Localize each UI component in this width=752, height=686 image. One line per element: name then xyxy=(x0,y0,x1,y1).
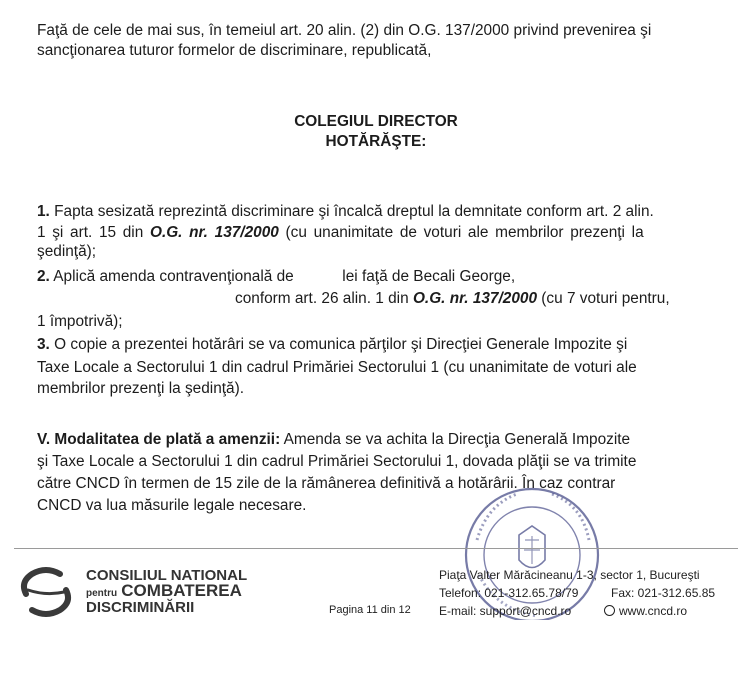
item-3-line-3: membrilor prezenţi la şedinţă). xyxy=(37,380,244,397)
item-2-law-ref: O.G. nr. 137/2000 xyxy=(412,290,538,307)
item-1-text-2c: (cu unanimitate de voturi ale membrilor prezenţi la xyxy=(285,224,644,241)
item-1-line-3: şedinţă); xyxy=(37,243,97,260)
org-name-pentru: pentru xyxy=(86,588,118,599)
item-2-text-1b: lei faţă de Becali George, xyxy=(342,268,516,285)
org-name-combaterea: COMBATEREA xyxy=(121,581,242,600)
section-5-label: V. Modalitatea de plată a amenzii: xyxy=(37,431,281,448)
heading-title: COLEGIUL DIRECTOR xyxy=(294,113,458,130)
footer-web xyxy=(604,604,687,618)
heading-subtitle: HOTĂRĂŞTE: xyxy=(325,133,427,150)
item-3-text-1: O copie a prezentei hotărâri se va comunica părţilor şi Direcţiei Generale Impozite şi xyxy=(54,336,628,353)
cncd-logo-icon xyxy=(16,566,76,618)
globe-icon xyxy=(604,605,615,616)
item-2-line-1 xyxy=(37,268,515,286)
section-5-line-4: CNCD va lua măsurile legale necesare. xyxy=(37,497,307,514)
item-1-law-ref: O.G. nr. 137/2000 xyxy=(149,224,279,241)
section-5-line-1 xyxy=(37,431,630,449)
section-5-line-3: către CNCD în termen de 15 zile de la rămânerea definitivă a hotărârii. În caz contrar xyxy=(37,475,616,492)
footer-telefon: Telefon: 021-312.65.78/79 xyxy=(439,586,579,600)
org-name-line-1: CONSILIUL NATIONAL xyxy=(86,567,248,584)
org-name-line-3: DISCRIMINĂRII xyxy=(86,599,195,616)
footer-email: E-mail: support@cncd.ro xyxy=(439,604,572,618)
item-3-line-1 xyxy=(37,336,627,354)
item-2-number: 2. xyxy=(37,268,50,285)
page-number: Pagina 11 din 12 xyxy=(329,604,411,616)
footer-web-text: www.cncd.ro xyxy=(619,604,688,618)
item-1-text-1: Fapta sesizată reprezintă discriminare şi încalcă dreptul la demnitate conform art. 2 alin. xyxy=(54,203,654,220)
item-3-line-2: Taxe Locale a Sectorului 1 din cadrul Primăriei Sectorului 1 (cu unanimitate de voturi ale xyxy=(37,359,637,376)
section-5-text-1: Amenda se va achita la Direcţia Generală Impozite xyxy=(283,431,631,448)
footer-fax: Fax: 021-312.65.85 xyxy=(611,586,716,600)
item-1-number: 1. xyxy=(37,203,50,220)
item-1-text-2a: 1 şi art. 15 din xyxy=(37,224,144,241)
footer-rule xyxy=(14,548,738,549)
intro-line-1: Faţă de cele de mai sus, în temeiul art. 20 alin. (2) din O.G. 137/2000 privind prevenirea şi xyxy=(37,22,652,39)
item-1-line-2 xyxy=(37,224,644,242)
item-2-line-3: 1 împotrivă); xyxy=(37,313,123,330)
intro-line-2: sancţionarea tuturor formelor de discriminare, republicată, xyxy=(37,42,432,59)
item-3-number: 3. xyxy=(37,336,50,353)
item-2-text-1a: Aplică amenda contravenţională de xyxy=(53,268,294,285)
footer-address: Piaţa Valter Mărăcineanu 1-3, sector 1, Bucureşti xyxy=(439,568,700,582)
item-2-line-2 xyxy=(235,290,670,308)
item-2-text-2a: conform art. 26 alin. 1 din xyxy=(235,290,409,307)
section-5-line-2: şi Taxe Locale a Sectorului 1 din cadrul Primăriei Sectorului 1, dovada plăţii se va trimite xyxy=(37,453,637,470)
item-1-line-1 xyxy=(37,203,654,221)
item-2-text-2c: (cu 7 voturi pentru, xyxy=(541,290,670,307)
